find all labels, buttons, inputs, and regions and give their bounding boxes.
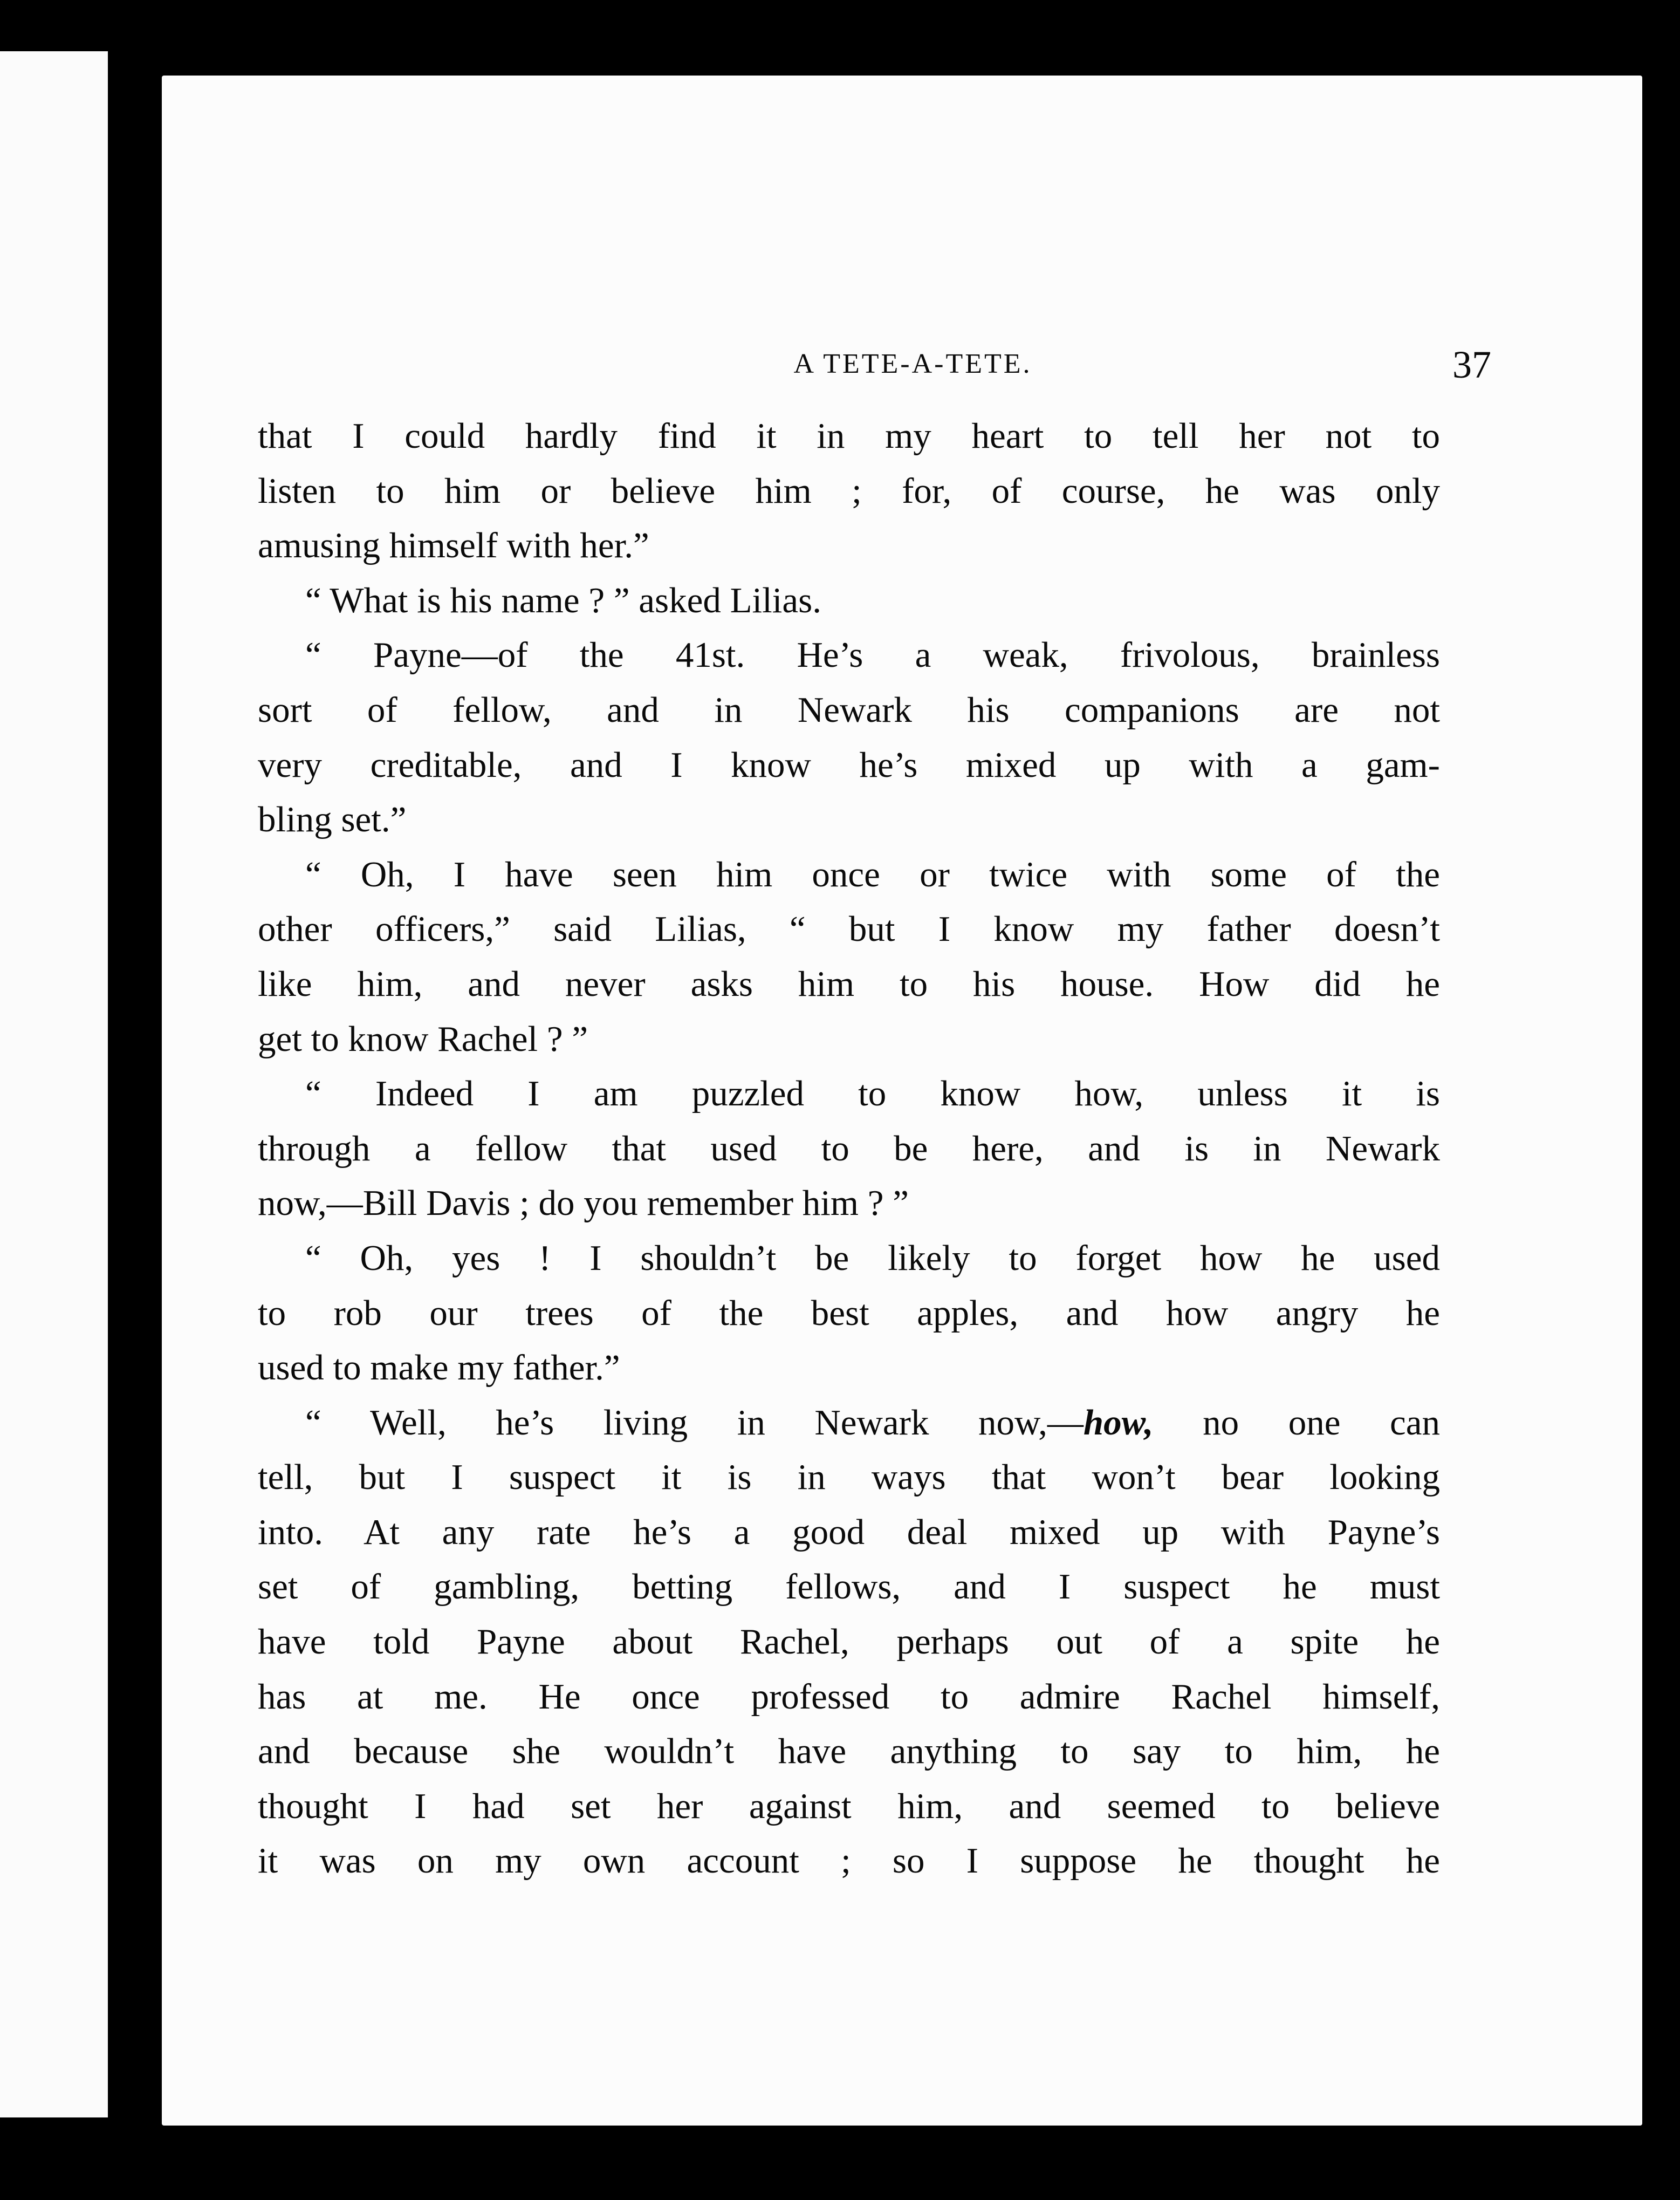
text-line — [258, 1396, 1440, 1451]
text-line: thought I had set her against him, and seemed to believe — [258, 1786, 1440, 1826]
text-line: and because she wouldn’t have anything to say to him, he — [258, 1731, 1440, 1772]
text-line: now,—Bill Davis ; do you remember him ? ” — [258, 1183, 909, 1224]
text-line: very creditable, and I know he’s mixed up with a gam- — [258, 744, 1440, 785]
text-segment: no one can — [1153, 1402, 1440, 1443]
page-number: 37 — [1452, 343, 1491, 386]
text-line: that I could hardly find it in my heart to tell her not to — [258, 416, 1440, 456]
text-line: used to make my father.” — [258, 1348, 620, 1388]
text-line: “ Indeed I am puzzled to know how, unless it is — [305, 1074, 1440, 1114]
text-line: tell, but I suspect it is in ways that won’t bear looking — [258, 1457, 1440, 1498]
text-line: other officers,” said Lilias, “ but I know my father doesn’t — [258, 909, 1440, 949]
text-line: to rob our trees of the best apples, and how angry he — [258, 1293, 1440, 1333]
text-line: listen to him or believe him ; for, of course, he was only — [258, 470, 1440, 511]
text-line: has at me. He once professed to admire Rachel himself, — [258, 1676, 1440, 1717]
text-line: sort of fellow, and in Newark his companions are not — [258, 689, 1440, 730]
text-line: bling set.” — [258, 800, 407, 840]
book-page — [162, 76, 1642, 2126]
text-line: like him, and never asks him to his house. How did he — [258, 964, 1440, 1004]
text-line: set of gambling, betting fellows, and I suspect he must — [258, 1567, 1440, 1607]
text-line: “ What is his name ? ” asked Lilias. — [305, 580, 821, 620]
facing-page-edge — [0, 51, 108, 2117]
body-text — [258, 409, 1440, 1889]
emphasized-word: how, — [1083, 1402, 1154, 1443]
text-line: have told Payne about Rachel, perhaps out of a spite he — [258, 1622, 1440, 1662]
running-title: A TETE-A-TETE. — [793, 349, 1032, 379]
page-header — [162, 343, 1642, 407]
text-line: “ Payne—of the 41st. He’s a weak, frivolous, brainless — [305, 635, 1440, 675]
text-line: it was on my own account ; so I suppose he thought he — [258, 1841, 1440, 1881]
text-segment: “ Well, he’s living in Newark now,— — [305, 1402, 1084, 1443]
text-line: through a fellow that used to be here, and is in Newark — [258, 1128, 1440, 1169]
text-line: into. At any rate he’s a good deal mixed up with Payne’s — [258, 1512, 1440, 1552]
text-line: amusing himself with her.” — [258, 525, 649, 566]
text-line: get to know Rachel ? ” — [258, 1019, 588, 1059]
text-line: “ Oh, I have seen him once or twice with some of the — [305, 854, 1440, 894]
text-line: “ Oh, yes ! I shouldn’t be likely to forget how he used — [305, 1238, 1440, 1278]
